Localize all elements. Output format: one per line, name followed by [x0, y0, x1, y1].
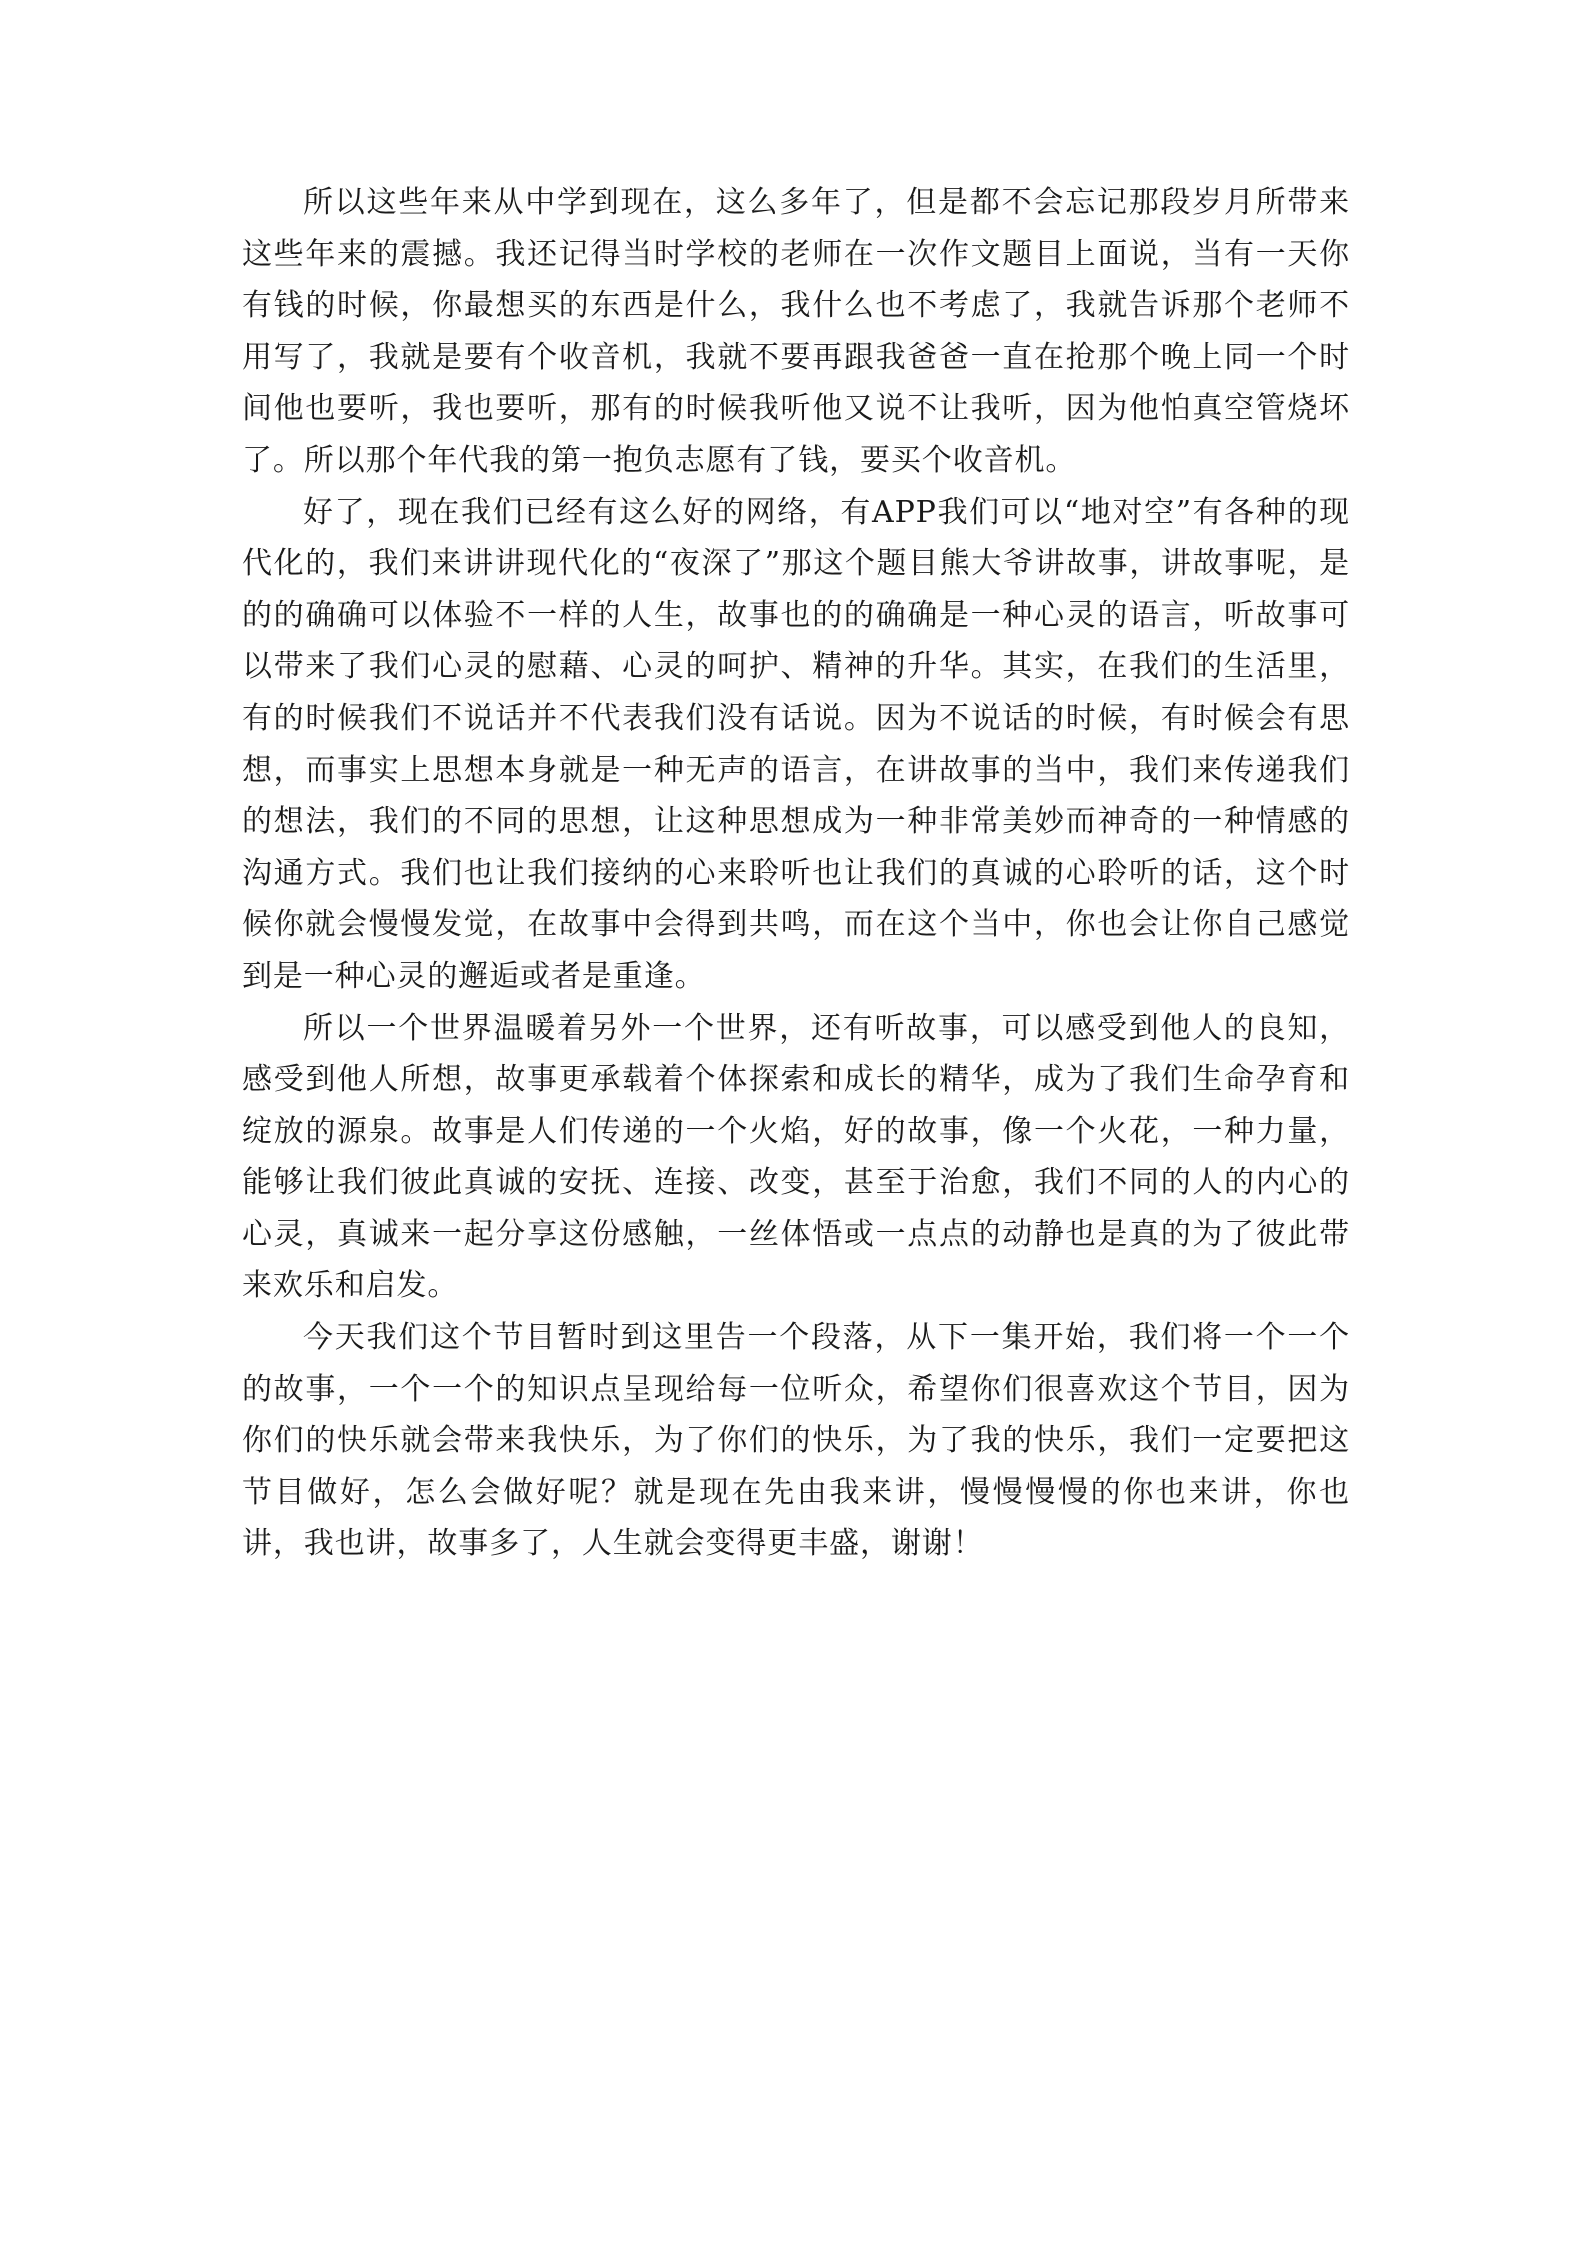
paragraph-2: 好了，现在我们已经有这么好的网络，有APP我们可以“地对空”有各种的现代化的，我们来讲讲现代化的“夜深了”那这个题目熊大爷讲故事，讲故事呢，是的的确确可以体验不一样的人生，故事也的的确确是一种心灵的语言，听故事可以带来了我们心灵的慰藉、心灵的呵护、精神的升华。其实，在我们的生活里，有的时候我们不说话并不代表我们没有话说。因为不说话的时候，有时候会有思想，而事实上思想本身就是一种无声的语言，在讲故事的当中，我们来传递我们的想法，我们的不同的思想，让这种思想成为一种非常美妙而神奇的一种情感的沟通方式。我们也让我们接纳的心来聆听也让我们的真诚的心聆听的话，这个时候你就会慢慢发觉，在故事中会得到共鸣，而在这个当中，你也会让你自己感觉到是一种心灵的邂逅或者是重逢。	[242, 494, 1350, 994]
paragraph-4: 今天我们这个节目暂时到这里告一个段落，从下一集开始，我们将一个一个的故事，一个一个的知识点呈现给每一位听众，希望你们很喜欢这个节目，因为你们的快乐就会带来我快乐，为了你们的快乐，为了我的快乐，我们一定要把这节目做好，怎么会做好呢？就是现在先由我来讲，慢慢慢慢的你也来讲，你也讲，我也讲，故事多了，人生就会变得更丰盛，谢谢！	[242, 1320, 1350, 1562]
paragraph-3: 所以一个世界温暖着另外一个世界，还有听故事，可以感受到他人的良知，感受到他人所想，故事更承载着个体探索和成长的精华，成为了我们生命孕育和绽放的源泉。故事是人们传递的一个火焰，好的故事，像一个火花，一种力量，能够让我们彼此真诚的安抚、连接、改变，甚至于治愈，我们不同的人的内心的心灵，真诚来一起分享这份感触，一丝体悟或一点点的动静也是真的为了彼此带来欢乐和启发。	[242, 1010, 1350, 1304]
document-body	[242, 177, 1350, 1570]
paragraph-1: 所以这些年来从中学到现在，这么多年了，但是都不会忘记那段岁月所带来这些年来的震撼。我还记得当时学校的老师在一次作文题目上面说，当有一天你有钱的时候，你最想买的东西是什么，我什么也不考虑了，我就告诉那个老师不用写了，我就是要有个收音机，我就不要再跟我爸爸一直在抢那个晚上同一个时间他也要听，我也要听，那有的时候我听他又说不让我听，因为他怕真空管烧坏了。所以那个年代我的第一抱负志愿有了钱，要买个收音机。	[242, 185, 1350, 478]
